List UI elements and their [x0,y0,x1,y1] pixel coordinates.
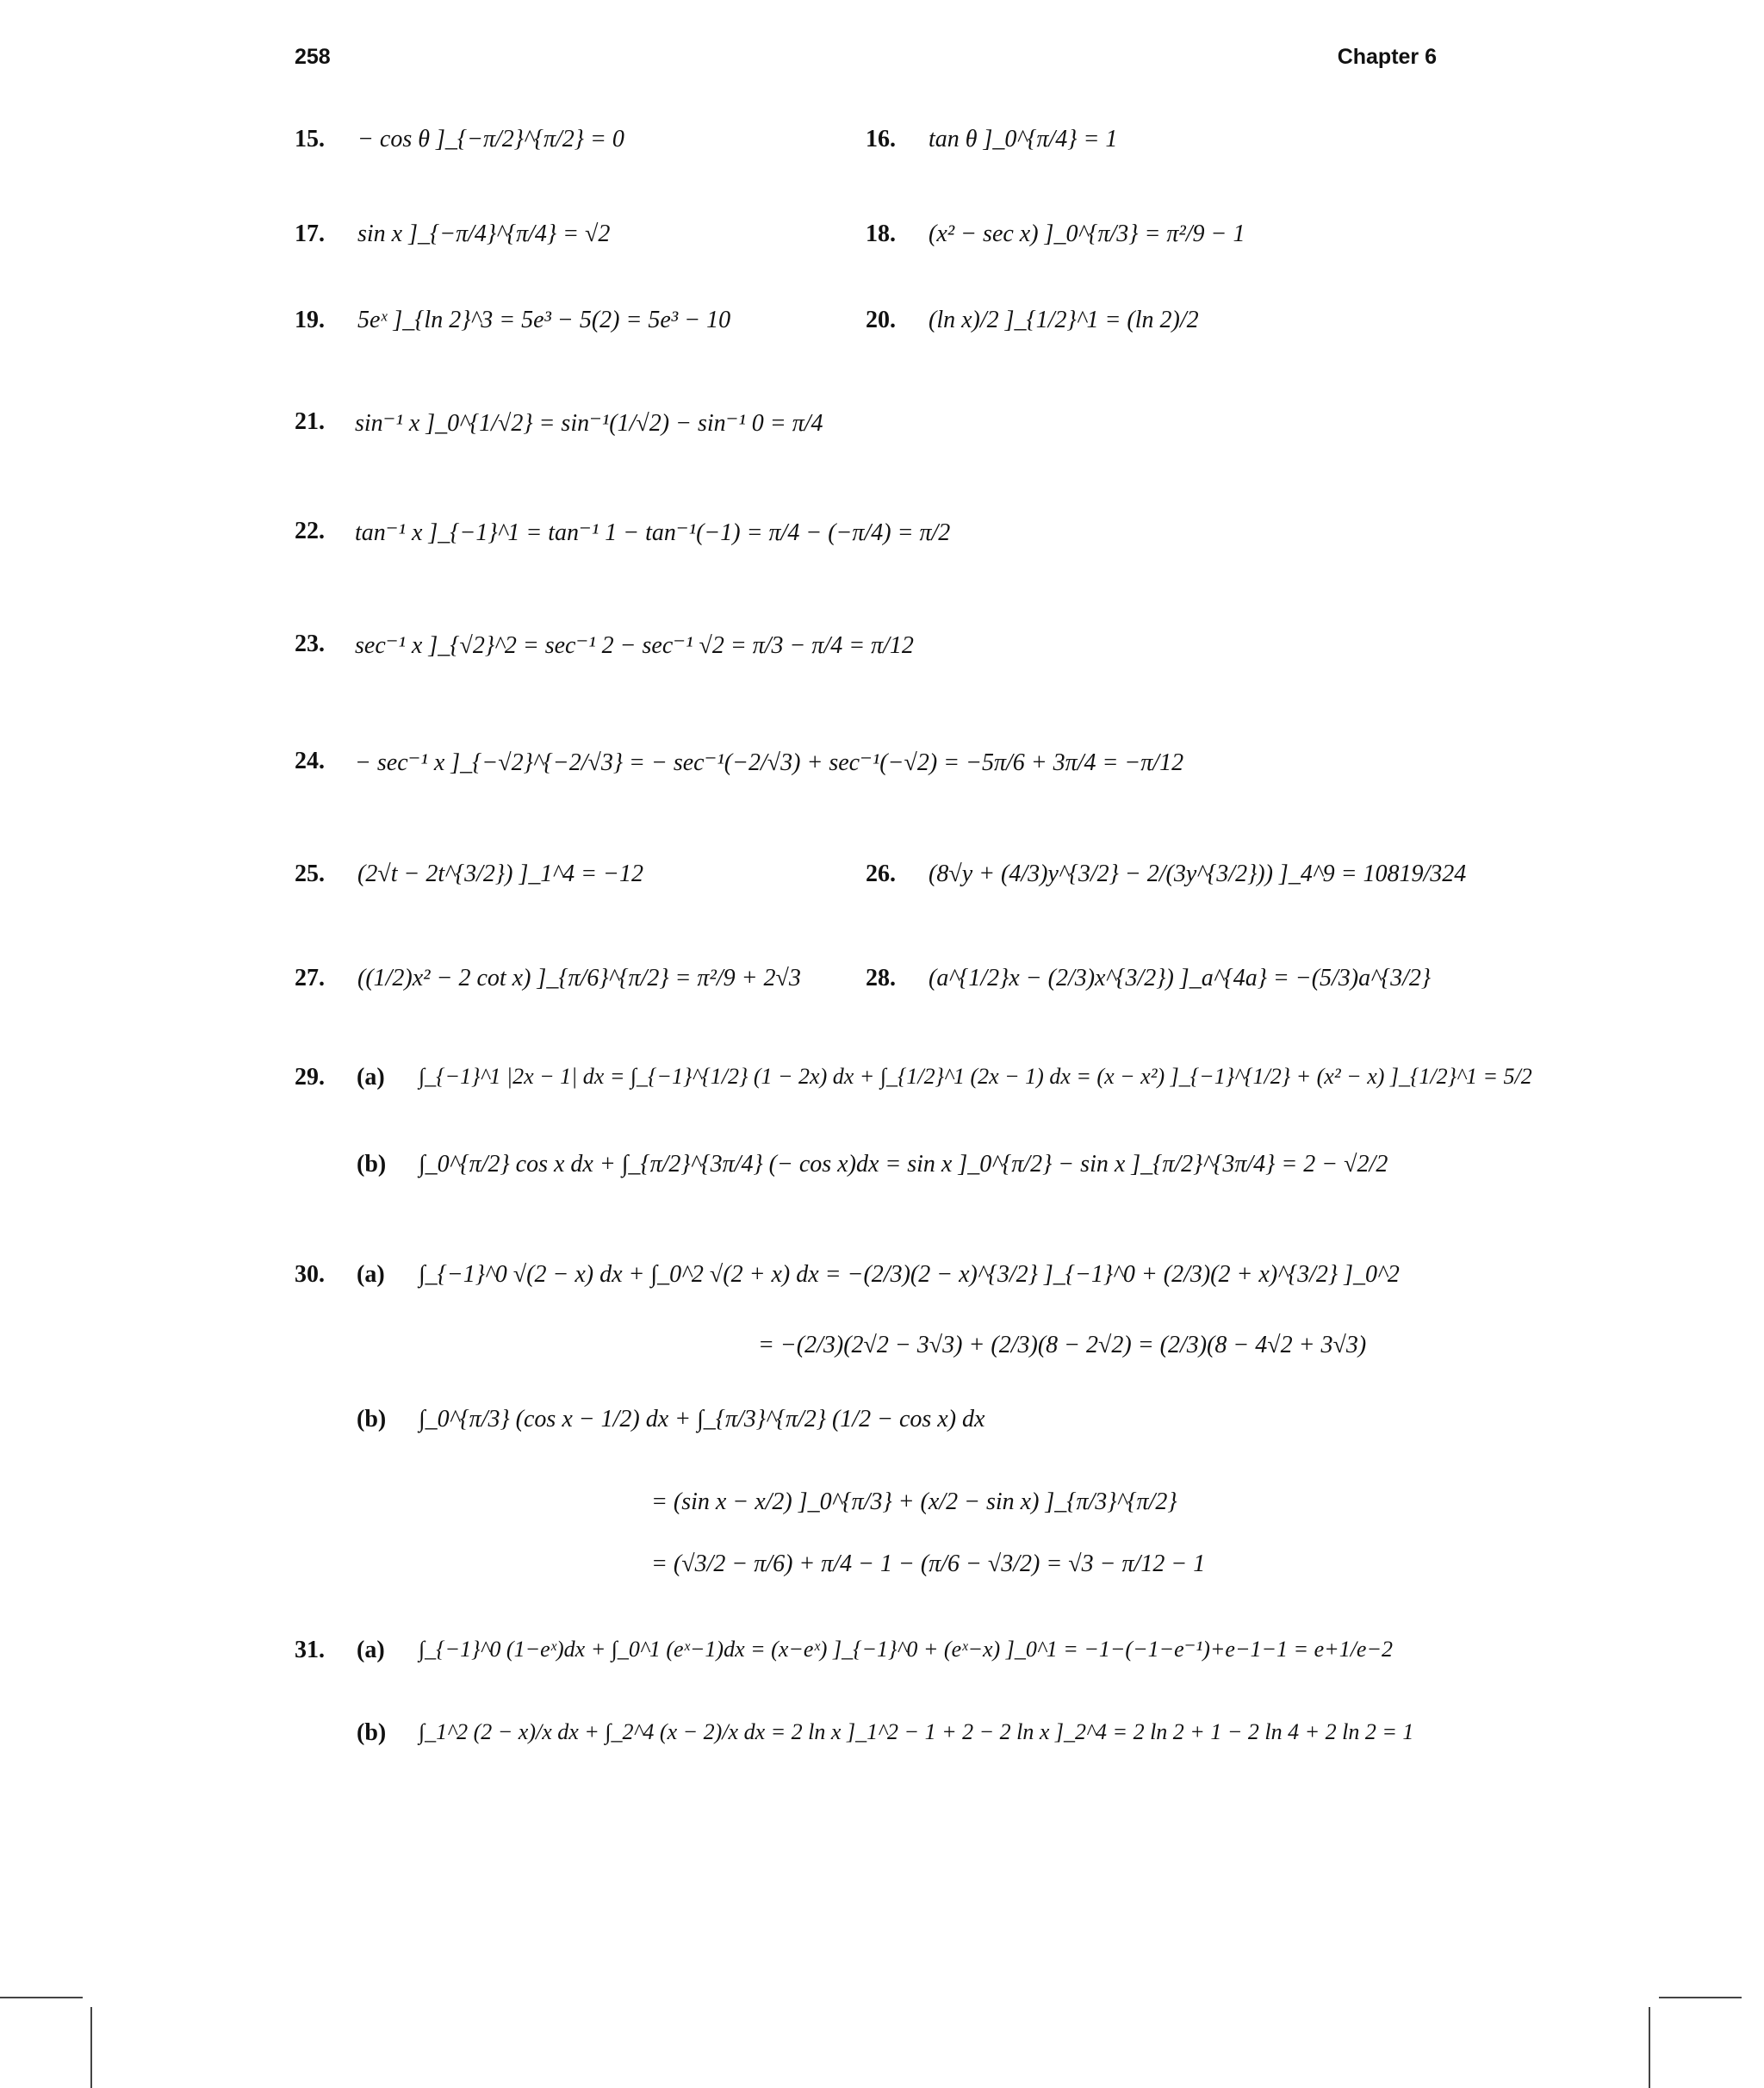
problem-29b-label: (b) [357,1151,387,1178]
problem-31a-label: (a) [357,1637,385,1663]
problem-16-number: 16. [866,126,896,152]
problem-20-solution: (ln x)/2 ]_{1/2}^1 = (ln 2)/2 [929,307,1199,333]
problem-17-number: 17. [295,221,325,247]
problem-22-number: 22. [295,518,325,544]
problem-30a-label: (a) [357,1261,385,1288]
problem-30a-line1: ∫_{−1}^0 √(2 − x) dx + ∫_0^2 √(2 + x) dx = −(2/3)(2 − x)^{3/2} ]_{−1}^0 + (2/3)(2 + x)^{3/2} ]_0^2 [419,1261,1400,1288]
problem-28-solution: (a^{1/2}x − (2/3)x^{3/2}) ]_a^{4a} = −(5/3)a^{3/2} [929,965,1432,991]
problem-26-number: 26. [866,861,896,887]
problem-19-number: 19. [295,307,325,333]
crop-mark-left-horizontal [0,1997,83,1998]
problem-15-solution: − cos θ ]_{−π/2}^{π/2} = 0 [357,126,624,152]
problem-26-solution: (8√y + (4/3)y^{3/2} − 2/(3y^{3/2})) ]_4^9 = 10819/324 [929,861,1467,887]
problem-27-solution: ((1/2)x² − 2 cot x) ]_{π/6}^{π/2} = π²/9 + 2√3 [357,965,801,991]
crop-mark-right-vertical [1649,2007,1650,2088]
problem-21-solution: sin⁻¹ x ]_0^{1/√2} = sin⁻¹(1/√2) − sin⁻¹ 0 = π/4 [355,410,823,437]
problem-29a-solution: ∫_{−1}^1 |2x − 1| dx = ∫_{−1}^{1/2} (1 − 2x) dx + ∫_{1/2}^1 (2x − 1) dx = (x − x²) ]_{−1}^{1/2} + (x² − x) ]_{1/2}^1 = 5/2 [419,1064,1532,1089]
chapter-title: Chapter 6 [1337,45,1437,69]
crop-mark-left-vertical [90,2007,92,2088]
problem-27-number: 27. [295,965,325,991]
problem-24-number: 24. [295,748,325,774]
problem-29a-label: (a) [357,1064,385,1091]
problem-23-number: 23. [295,631,325,657]
problem-29-number: 29. [295,1064,325,1091]
problem-29b-solution: ∫_0^{π/2} cos x dx + ∫_{π/2}^{3π/4} (− cos x)dx = sin x ]_0^{π/2} − sin x ]_{π/2}^{3π/4} = 2 − √2/2 [419,1151,1388,1178]
problem-25-solution: (2√t − 2t^{3/2}) ]_1^4 = −12 [357,861,643,887]
problem-30b-line3: = (√3/2 − π/6) + π/4 − 1 − (π/6 − √3/2) = √3 − π/12 − 1 [651,1550,1206,1577]
problem-22-solution: tan⁻¹ x ]_{−1}^1 = tan⁻¹ 1 − tan⁻¹(−1) = π/4 − (−π/4) = π/2 [355,519,951,546]
problem-15-number: 15. [295,126,325,152]
problem-17-solution: sin x ]_{−π/4}^{π/4} = √2 [357,221,611,247]
problem-30a-line2: = −(2/3)(2√2 − 3√3) + (2/3)(8 − 2√2) = (2/3)(8 − 4√2 + 3√3) [758,1332,1367,1358]
problem-18-solution: (x² − sec x) ]_0^{π/3} = π²/9 − 1 [929,221,1245,247]
problem-23-solution: sec⁻¹ x ]_{√2}^2 = sec⁻¹ 2 − sec⁻¹ √2 = π/3 − π/4 = π/12 [355,632,914,659]
problem-19-solution: 5eˣ ]_{ln 2}^3 = 5e³ − 5(2) = 5e³ − 10 [357,307,731,333]
page-number: 258 [295,45,331,69]
problem-31b-label: (b) [357,1719,387,1746]
problem-30b-line2: = (sin x − x/2) ]_0^{π/3} + (x/2 − sin x) ]_{π/3}^{π/2} [651,1488,1177,1515]
problem-20-number: 20. [866,307,896,333]
problem-30b-label: (b) [357,1406,387,1432]
problem-31a-solution: ∫_{−1}^0 (1−eˣ)dx + ∫_0^1 (eˣ−1)dx = (x−eˣ) ]_{−1}^0 + (eˣ−x) ]_0^1 = −1−(−1−e⁻¹)+e−1−1 = e+1/e−2 [419,1637,1393,1662]
problem-21-number: 21. [295,408,325,435]
problem-31b-solution: ∫_1^2 (2 − x)/x dx + ∫_2^4 (x − 2)/x dx = 2 ln x ]_1^2 − 1 + 2 − 2 ln x ]_2^4 = 2 ln 2 + 1 − 2 ln 4 + 2 ln 2 = 1 [419,1719,1414,1744]
problem-31-number: 31. [295,1637,325,1663]
problem-28-number: 28. [866,965,896,991]
crop-mark-right-horizontal [1659,1997,1742,1998]
problem-24-solution: − sec⁻¹ x ]_{−√2}^{−2/√3} = − sec⁻¹(−2/√3) + sec⁻¹(−√2) = −5π/6 + 3π/4 = −π/12 [355,749,1184,776]
problem-25-number: 25. [295,861,325,887]
problem-30-number: 30. [295,1261,325,1288]
problem-30b-line1: ∫_0^{π/3} (cos x − 1/2) dx + ∫_{π/3}^{π/2} (1/2 − cos x) dx [419,1406,985,1432]
problem-16-solution: tan θ ]_0^{π/4} = 1 [929,126,1118,152]
problem-18-number: 18. [866,221,896,247]
